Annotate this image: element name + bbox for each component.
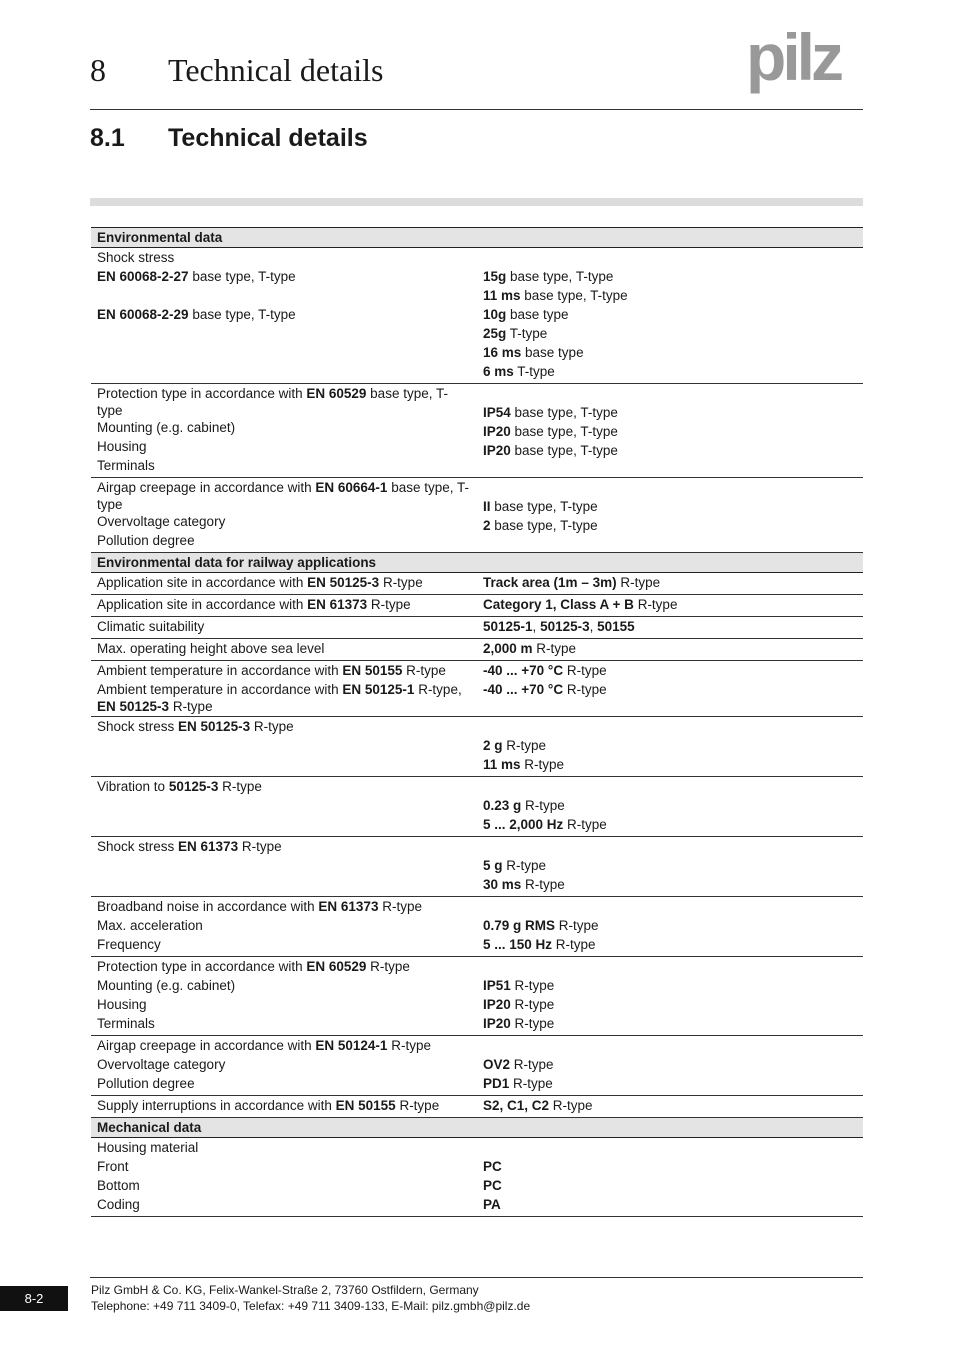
cell-text: EN 50125-3 bbox=[178, 719, 251, 734]
cell-line bbox=[483, 287, 857, 306]
cell-text: T-type bbox=[513, 364, 555, 379]
cell-text: R-type bbox=[379, 575, 423, 590]
cell-text: R-type bbox=[510, 1057, 554, 1072]
table-row bbox=[91, 617, 863, 639]
cell-text: PD1 bbox=[483, 1076, 510, 1091]
cell-text: R-type bbox=[367, 597, 411, 612]
table-row bbox=[91, 384, 863, 478]
cell-line bbox=[483, 1158, 857, 1177]
cell-text: IP51 bbox=[483, 978, 511, 993]
value-cell bbox=[477, 573, 863, 595]
cell-line bbox=[483, 1015, 857, 1034]
cell-line bbox=[97, 457, 471, 476]
cell-line bbox=[483, 1056, 857, 1075]
cell-text: 0.23 g bbox=[483, 798, 522, 813]
cell-text: EN 50155 bbox=[335, 1098, 396, 1113]
cell-text: R-type bbox=[563, 817, 607, 832]
cell-line bbox=[483, 574, 857, 593]
cell-text: EN 61373 bbox=[318, 899, 379, 914]
cell-line bbox=[483, 857, 857, 876]
cell-text: PC bbox=[483, 1159, 502, 1174]
section-header-row bbox=[91, 228, 863, 248]
cell-text: R-type bbox=[532, 641, 577, 656]
value-cell bbox=[477, 617, 863, 639]
cell-line bbox=[97, 574, 471, 593]
cell-line bbox=[97, 287, 471, 306]
cell-text: 50125-1 bbox=[483, 619, 533, 634]
cell-line bbox=[483, 681, 857, 700]
cell-text: base type bbox=[521, 345, 584, 360]
cell-text: R-type bbox=[520, 757, 565, 772]
cell-text: Mounting (e.g. cabinet) bbox=[97, 978, 236, 993]
cell-text: R-type bbox=[218, 779, 262, 794]
cell-text: 5 ... 2,000 Hz bbox=[483, 817, 564, 832]
cell-text: R-type bbox=[616, 575, 661, 590]
page-number: 8-2 bbox=[0, 1286, 68, 1311]
cell-line bbox=[97, 249, 471, 268]
cell-line bbox=[97, 268, 471, 287]
cell-text: 5 ... 150 Hz bbox=[483, 937, 553, 952]
table-row bbox=[91, 897, 863, 957]
cell-text: base type, T-type bbox=[97, 386, 448, 418]
value-cell bbox=[477, 1036, 863, 1096]
cell-text: Frequency bbox=[97, 937, 161, 952]
table-row bbox=[91, 1138, 863, 1217]
cell-line bbox=[483, 977, 857, 996]
cell-line bbox=[97, 1056, 471, 1075]
cell-text: EN 60529 bbox=[306, 959, 367, 974]
cell-text: base type, T-type bbox=[188, 307, 296, 322]
section-header-label: Environmental data bbox=[91, 228, 863, 248]
cell-line bbox=[97, 325, 471, 344]
cell-line bbox=[483, 498, 857, 517]
cell-text: Housing bbox=[97, 439, 147, 454]
table-row bbox=[91, 837, 863, 897]
footer-address: Pilz GmbH & Co. KG, Felix-Wankel-Straße 2, 73760 Ostfildern, Germany bbox=[91, 1283, 479, 1297]
cell-line bbox=[97, 344, 471, 363]
cell-text: R-type bbox=[510, 997, 555, 1012]
cell-text: -40 ... +70 °C bbox=[483, 663, 564, 678]
cell-line bbox=[97, 479, 471, 513]
value-cell bbox=[477, 777, 863, 837]
parameter-cell bbox=[91, 957, 477, 1036]
cell-line bbox=[483, 640, 857, 659]
value-cell bbox=[477, 837, 863, 897]
cell-line bbox=[483, 876, 857, 895]
value-cell bbox=[477, 1096, 863, 1118]
cell-line bbox=[97, 618, 471, 637]
cell-text: Climatic suitability bbox=[97, 619, 205, 634]
cell-text: Mounting (e.g. cabinet) bbox=[97, 420, 236, 435]
section-title: Technical details bbox=[168, 124, 368, 152]
cell-line bbox=[483, 363, 857, 382]
cell-text: 2 bbox=[483, 518, 491, 533]
cell-text: EN 50125-3 bbox=[307, 575, 380, 590]
cell-text: base type, T-type bbox=[490, 518, 598, 533]
cell-text: EN 61373 bbox=[178, 839, 239, 854]
cell-line bbox=[483, 816, 857, 835]
parameter-cell bbox=[91, 573, 477, 595]
cell-text: EN 50125-3 bbox=[97, 699, 170, 714]
value-cell bbox=[477, 595, 863, 617]
pilz-logo bbox=[746, 28, 866, 96]
table-row bbox=[91, 595, 863, 617]
parameter-cell bbox=[91, 1036, 477, 1096]
cell-line bbox=[97, 756, 471, 775]
cell-line bbox=[97, 1196, 471, 1215]
value-cell bbox=[477, 717, 863, 777]
cell-text: R-type bbox=[238, 839, 282, 854]
cell-text: 16 ms bbox=[483, 345, 522, 360]
cell-text: , bbox=[589, 619, 598, 634]
table-row bbox=[91, 1096, 863, 1118]
cell-text: Broadband noise in accordance with bbox=[97, 899, 319, 914]
cell-text: EN 60068-2-27 bbox=[97, 269, 189, 284]
cell-text: R-type bbox=[510, 1016, 555, 1031]
cell-line bbox=[97, 385, 471, 419]
cell-line bbox=[483, 404, 857, 423]
cell-line bbox=[97, 1158, 471, 1177]
cell-line bbox=[483, 596, 857, 615]
table-top-band bbox=[90, 198, 863, 206]
cell-text: Protection type in accordance with bbox=[97, 386, 307, 401]
cell-line bbox=[483, 936, 857, 955]
cell-text: Ambient temperature in accordance with bbox=[97, 663, 343, 678]
cell-line bbox=[97, 1139, 471, 1158]
cell-text: R-type bbox=[563, 682, 607, 697]
cell-text: Category 1, Class A + B bbox=[483, 597, 634, 612]
cell-text: Terminals bbox=[97, 458, 155, 473]
parameter-cell bbox=[91, 248, 477, 384]
cell-line bbox=[483, 1196, 857, 1215]
cell-text: 25g bbox=[483, 326, 507, 341]
svg-text:pilz: pilz bbox=[746, 28, 840, 94]
cell-text: Housing bbox=[97, 997, 147, 1012]
cell-line bbox=[97, 1037, 471, 1056]
cell-text: R-type bbox=[510, 978, 555, 993]
cell-line bbox=[97, 876, 471, 895]
table-row bbox=[91, 717, 863, 777]
cell-text: IP20 bbox=[483, 443, 511, 458]
table-row bbox=[91, 777, 863, 837]
cell-line bbox=[97, 1015, 471, 1034]
cell-line bbox=[97, 816, 471, 835]
cell-line bbox=[97, 958, 471, 977]
chapter-title: Technical details bbox=[168, 52, 384, 88]
cell-text: base type, T-type bbox=[490, 499, 598, 514]
cell-line bbox=[483, 306, 857, 325]
cell-text: EN 50125-1 bbox=[342, 682, 415, 697]
cell-text: R-type bbox=[555, 918, 599, 933]
cell-line bbox=[483, 385, 857, 404]
cell-text: base type, T-type bbox=[510, 424, 618, 439]
cell-text: 2 g bbox=[483, 738, 503, 753]
cell-line bbox=[483, 838, 857, 857]
cell-text: Max. operating height above sea level bbox=[97, 641, 325, 656]
cell-text: Pollution degree bbox=[97, 1076, 195, 1091]
cell-text: 50125-3 bbox=[168, 779, 219, 794]
cell-text: T-type bbox=[506, 326, 548, 341]
cell-line bbox=[483, 249, 857, 268]
cell-text: EN 60664-1 bbox=[315, 480, 388, 495]
cell-text: Front bbox=[97, 1159, 129, 1174]
cell-line bbox=[97, 1075, 471, 1094]
section-header-row bbox=[91, 553, 863, 573]
value-cell bbox=[477, 248, 863, 384]
cell-text: R-type bbox=[563, 663, 607, 678]
cell-text: Shock stress bbox=[97, 250, 175, 265]
cell-line bbox=[483, 1097, 857, 1116]
cell-text: EN 60068-2-29 bbox=[97, 307, 189, 322]
cell-text: base type, T-type bbox=[520, 288, 628, 303]
cell-text: 10g bbox=[483, 307, 507, 322]
cell-text: -40 ... +70 °C bbox=[483, 682, 564, 697]
footer-contact: Telephone: +49 711 3409-0, Telefax: +49 711 3409-133, E-Mail: pilz.gmbh@pilz.de bbox=[91, 1299, 531, 1313]
cell-text: R-type bbox=[509, 1076, 553, 1091]
table-row bbox=[91, 957, 863, 1036]
cell-text: R-type bbox=[633, 597, 678, 612]
cell-text: , bbox=[532, 619, 541, 634]
parameter-cell bbox=[91, 1138, 477, 1217]
cell-text: S2, C1, C2 bbox=[483, 1098, 550, 1113]
value-cell bbox=[477, 661, 863, 717]
cell-text: Max. acceleration bbox=[97, 918, 203, 933]
cell-text: base type, T-type bbox=[506, 269, 614, 284]
table-row bbox=[91, 478, 863, 553]
cell-line bbox=[97, 737, 471, 756]
cell-text: EN 61373 bbox=[307, 597, 368, 612]
cell-text: 30 ms bbox=[483, 877, 522, 892]
value-cell bbox=[477, 639, 863, 661]
cell-text: base type, T-type bbox=[97, 480, 470, 512]
cell-text: 50125-3 bbox=[540, 619, 590, 634]
cell-text: PC bbox=[483, 1178, 502, 1193]
cell-text: Airgap creepage in accordance with bbox=[97, 1038, 316, 1053]
footer-rule bbox=[90, 1277, 863, 1278]
parameter-cell bbox=[91, 639, 477, 661]
cell-line bbox=[97, 917, 471, 936]
cell-line bbox=[483, 662, 857, 681]
cell-text: 0.79 g RMS bbox=[483, 918, 556, 933]
technical-data-table bbox=[91, 227, 863, 1217]
table-row bbox=[91, 573, 863, 595]
header-rule bbox=[90, 109, 863, 110]
cell-line bbox=[483, 618, 857, 637]
cell-line bbox=[97, 596, 471, 615]
section-header-row bbox=[91, 1118, 863, 1138]
cell-line bbox=[483, 1139, 857, 1158]
cell-text: Shock stress bbox=[97, 719, 179, 734]
cell-text: R-type bbox=[502, 858, 547, 873]
value-cell bbox=[477, 384, 863, 478]
cell-text: IP54 bbox=[483, 405, 511, 420]
cell-text: PA bbox=[483, 1197, 501, 1212]
cell-text: OV2 bbox=[483, 1057, 511, 1072]
cell-text: Terminals bbox=[97, 1016, 155, 1031]
cell-line bbox=[483, 1177, 857, 1196]
cell-text: R-type bbox=[395, 1098, 440, 1113]
cell-text: Protection type in accordance with bbox=[97, 959, 307, 974]
cell-text: base type, T-type bbox=[510, 405, 618, 420]
cell-text: R-type bbox=[378, 899, 422, 914]
cell-text: Shock stress bbox=[97, 839, 179, 854]
cell-line bbox=[97, 936, 471, 955]
table-row bbox=[91, 639, 863, 661]
cell-line bbox=[97, 532, 471, 551]
parameter-cell bbox=[91, 617, 477, 639]
cell-line bbox=[97, 640, 471, 659]
cell-text: Housing material bbox=[97, 1140, 199, 1155]
cell-line bbox=[97, 778, 471, 797]
cell-text: base type, T-type bbox=[510, 443, 618, 458]
parameter-cell bbox=[91, 897, 477, 957]
cell-text: II bbox=[483, 499, 491, 514]
parameter-cell bbox=[91, 717, 477, 777]
table-row bbox=[91, 248, 863, 384]
cell-text: base type bbox=[506, 307, 569, 322]
parameter-cell bbox=[91, 384, 477, 478]
cell-line bbox=[483, 737, 857, 756]
table-row bbox=[91, 1036, 863, 1096]
parameter-cell bbox=[91, 1096, 477, 1118]
parameter-cell bbox=[91, 478, 477, 553]
cell-line bbox=[483, 778, 857, 797]
cell-line bbox=[483, 1075, 857, 1094]
cell-line bbox=[483, 442, 857, 461]
cell-text: IP20 bbox=[483, 997, 511, 1012]
cell-line bbox=[97, 662, 471, 681]
cell-text: Track area (1m – 3m) bbox=[483, 575, 617, 590]
cell-text: R-type bbox=[552, 937, 596, 952]
cell-text: R-type bbox=[502, 738, 547, 753]
cell-text: R-type bbox=[169, 699, 213, 714]
cell-line bbox=[97, 857, 471, 876]
cell-line bbox=[483, 718, 857, 737]
section-header-label: Mechanical data bbox=[91, 1118, 863, 1138]
cell-text: 6 ms bbox=[483, 364, 514, 379]
cell-line bbox=[97, 977, 471, 996]
cell-text: 11 ms bbox=[483, 757, 521, 772]
cell-text: Pollution degree bbox=[97, 533, 195, 548]
cell-line bbox=[483, 898, 857, 917]
cell-text: EN 50124-1 bbox=[315, 1038, 388, 1053]
cell-text: Vibration to bbox=[97, 779, 169, 794]
cell-text: IP20 bbox=[483, 424, 511, 439]
cell-line bbox=[97, 996, 471, 1015]
cell-line bbox=[483, 1037, 857, 1056]
cell-line bbox=[97, 438, 471, 457]
cell-text: 11 ms bbox=[483, 288, 521, 303]
cell-line bbox=[97, 419, 471, 438]
cell-line bbox=[483, 958, 857, 977]
cell-line bbox=[483, 423, 857, 442]
cell-line bbox=[483, 517, 857, 536]
cell-line bbox=[483, 268, 857, 287]
section-header-label: Environmental data for railway applications bbox=[91, 553, 863, 573]
cell-text: EN 60529 bbox=[306, 386, 367, 401]
cell-line bbox=[97, 898, 471, 917]
cell-text: R-type bbox=[387, 1038, 431, 1053]
cell-line bbox=[97, 681, 471, 715]
value-cell bbox=[477, 957, 863, 1036]
parameter-cell bbox=[91, 661, 477, 717]
parameter-cell bbox=[91, 837, 477, 897]
cell-line bbox=[97, 1177, 471, 1196]
cell-text: R-type bbox=[521, 877, 565, 892]
cell-line bbox=[483, 325, 857, 344]
cell-text: Supply interruptions in accordance with bbox=[97, 1098, 336, 1113]
cell-text: R-type bbox=[250, 719, 294, 734]
cell-text: base type, T-type bbox=[188, 269, 296, 284]
cell-line bbox=[97, 838, 471, 857]
cell-text: IP20 bbox=[483, 1016, 511, 1031]
cell-text: R-type bbox=[402, 663, 446, 678]
cell-line bbox=[483, 996, 857, 1015]
cell-text: 15g bbox=[483, 269, 507, 284]
chapter-number: 8 bbox=[90, 52, 106, 88]
cell-text: Overvoltage category bbox=[97, 1057, 226, 1072]
cell-line bbox=[97, 797, 471, 816]
cell-text: R-type, bbox=[414, 682, 462, 697]
cell-text: Bottom bbox=[97, 1178, 140, 1193]
cell-text: 5 g bbox=[483, 858, 503, 873]
cell-line bbox=[483, 479, 857, 498]
cell-text: R-type bbox=[549, 1098, 593, 1113]
cell-text: EN 50155 bbox=[342, 663, 403, 678]
cell-text: Application site in accordance with bbox=[97, 575, 308, 590]
cell-text: Ambient temperature in accordance with bbox=[97, 682, 343, 697]
cell-line bbox=[483, 756, 857, 775]
parameter-cell bbox=[91, 777, 477, 837]
value-cell bbox=[477, 1138, 863, 1217]
cell-text: 50155 bbox=[597, 619, 635, 634]
cell-line bbox=[483, 344, 857, 363]
cell-text: 2,000 m bbox=[483, 641, 533, 656]
value-cell bbox=[477, 478, 863, 553]
table-row bbox=[91, 661, 863, 717]
cell-line bbox=[483, 797, 857, 816]
cell-text: Coding bbox=[97, 1197, 140, 1212]
cell-line bbox=[483, 917, 857, 936]
cell-line bbox=[97, 1097, 471, 1116]
cell-text: Overvoltage category bbox=[97, 514, 226, 529]
cell-line bbox=[97, 513, 471, 532]
cell-text: Application site in accordance with bbox=[97, 597, 308, 612]
cell-line bbox=[97, 718, 471, 737]
cell-text: R-type bbox=[366, 959, 410, 974]
value-cell bbox=[477, 897, 863, 957]
cell-line bbox=[97, 363, 471, 382]
cell-text: R-type bbox=[521, 798, 565, 813]
cell-line bbox=[97, 306, 471, 325]
section-number: 8.1 bbox=[90, 124, 125, 152]
cell-text: Airgap creepage in accordance with bbox=[97, 480, 316, 495]
parameter-cell bbox=[91, 595, 477, 617]
